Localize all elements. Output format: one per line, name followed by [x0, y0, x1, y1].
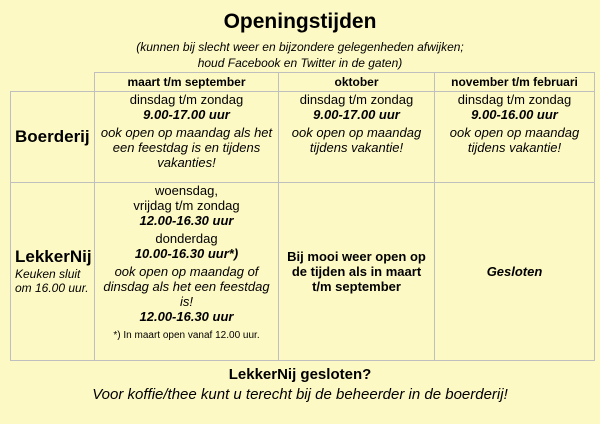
- table-cell: [435, 92, 595, 183]
- note-text: ook open op maandag tijdens vakantie!: [449, 125, 580, 155]
- page-title: Openingstijden: [223, 10, 377, 33]
- note-text: ook open op maandag als het een feestdag is en tijdens vakanties!: [100, 125, 273, 170]
- hours-text: 9.00-17.00 uur: [143, 107, 230, 122]
- row-header-lekkernij: [11, 183, 95, 361]
- row-header-boerderij: [11, 92, 95, 183]
- subtitle-line-1: (kunnen bij slecht weer en bijzondere gelegenheden afwijken;: [136, 40, 464, 54]
- hours-text: 10.00-16.30 uur*): [134, 246, 239, 261]
- hours-text: 9.00-16.00 uur: [471, 107, 558, 122]
- opening-hours-table: [10, 72, 595, 361]
- days-text: dinsdag t/m zondag: [299, 92, 414, 107]
- table-header-row: [11, 73, 595, 92]
- hours-text: 12.00-16.30 uur: [139, 309, 234, 324]
- table-row-lekkernij: [11, 183, 595, 361]
- subtitle-line-2: houd Facebook en Twitter in de gaten): [197, 56, 403, 70]
- column-header: maart t/m september: [95, 73, 279, 92]
- column-header: oktober: [279, 73, 435, 92]
- hours-text: 9.00-17.00 uur: [313, 107, 400, 122]
- table-row-boerderij: [11, 92, 595, 183]
- days-text: dinsdag t/m zondag: [457, 92, 572, 107]
- row-title: Boerderij: [15, 127, 90, 146]
- table-cell: [279, 183, 435, 361]
- table-cell: [95, 183, 279, 361]
- days-text: dinsdag t/m zondag: [129, 92, 244, 107]
- footer-text: Voor koffie/thee kunt u terecht bij de beheerder in de boerderij!: [92, 386, 508, 403]
- table-cell: [95, 92, 279, 183]
- note-text: ook open op maandag of dinsdag als het een feestdag is!: [103, 264, 270, 309]
- hours-text: 12.00-16.30 uur: [139, 213, 234, 228]
- footer-title: LekkerNij gesloten?: [228, 366, 372, 383]
- footnote-text: *) In maart open vanaf 12.00 uur.: [113, 330, 260, 341]
- empty-corner-cell: [11, 73, 95, 92]
- closed-text: Gesloten: [486, 264, 543, 279]
- note-text: Bij mooi weer open op de tijden als in maart t/m september: [287, 249, 426, 294]
- days-text: vrijdag t/m zondag: [133, 198, 240, 213]
- row-title: LekkerNij: [15, 246, 92, 266]
- column-header: november t/m februari: [435, 73, 595, 92]
- note-text: ook open op maandag tijdens vakantie!: [291, 125, 422, 155]
- days-text: woensdag,: [155, 183, 218, 198]
- kitchen-note: Keuken sluit om 16.00 uur.: [15, 266, 89, 295]
- days-text: donderdag: [155, 231, 218, 246]
- table-cell: [435, 183, 595, 361]
- table-cell: [279, 92, 435, 183]
